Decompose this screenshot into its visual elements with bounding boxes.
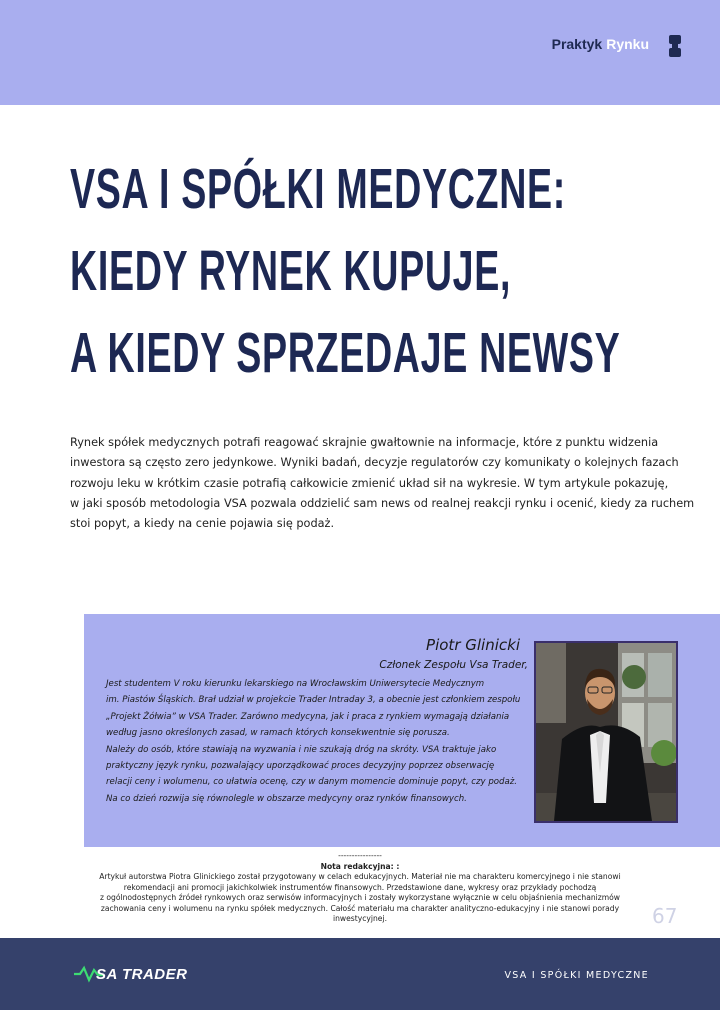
bio-line: „Projekt Żółwia” w VSA Trader. Zarówno medycyna, jak i praca z rynkiem wymagają działania [106, 711, 510, 722]
page-number: 67 [652, 904, 678, 928]
brand-part1: Praktyk [551, 36, 603, 52]
lead-line: w jaki sposób metodologia VSA pozwala oddzielić sam news od realnej reakcji rynku i ocenić, kiedy za ruchem [70, 496, 695, 510]
note-line: inwestycyjnej. [332, 914, 388, 923]
bio-line: według jasno określonych zasad, w ramach których konsekwentnie się porusza. [106, 728, 450, 739]
note-line: rekomendacji ani promocji jakichkolwiek instrumentów finansowych. Przedstawione dane, wykresy oraz przykłady pochodzą [123, 882, 597, 892]
editorial-note [40, 851, 680, 925]
bio-line: Należy do osób, które stawiają na wyzwania i nie szukają dróg na skróty. VSA traktuje jako [106, 744, 497, 755]
author-bio [106, 676, 531, 807]
title-line: VSA I SPÓŁKI MEDYCZNE: [70, 157, 566, 221]
lead-line: rozwoju leku w krótkim czasie potrafią całkowicie zmienić układ sił na wykresie. W tym artykule pokazuję, [70, 476, 669, 490]
author-name: Piotr Glinicki [426, 636, 520, 654]
note-divider: ---------------- [338, 851, 382, 860]
footer-band [0, 938, 720, 1010]
author-photo-illustration [536, 643, 676, 821]
bio-line: relacji ceny i wolumenu, co ułatwia ocenę, czy w danym momencie dominuje popyt, czy podaż. [106, 777, 518, 788]
note-title: Nota redakcyjna: : [320, 861, 400, 871]
article-lead [70, 433, 695, 534]
logo-text: SA TRADER [96, 966, 188, 983]
note-line: zachowania ceny i wolumenu na rynku spółek medycznych. Całość materiału ma charakter analityczno-edukacyjny i nie stanowi porady [100, 903, 620, 913]
lead-line: stoi popyt, a kiedy na cenie pojawia się podaż. [70, 517, 335, 531]
brand-praktyk-rynku [552, 36, 649, 52]
brand-part2: Rynku [606, 36, 649, 52]
title-line: A KIEDY SPRZEDAJE NEWSY [70, 321, 621, 385]
bio-line: im. Piastów Śląskich. Brał udział w projekcie Trader Intraday 3, a obecnie jest członkiem zespołu [106, 695, 521, 706]
bio-line: Na co dzień rozwija się równolegle w obszarze medycyny oraz rynków finansowych. [106, 793, 467, 804]
author-photo [534, 641, 678, 823]
vsa-trader-logo [74, 964, 194, 986]
article-title [70, 148, 620, 394]
bio-line: Jest studentem V roku kierunku lekarskiego na Wrocławskim Uniwersytecie Medycznym [106, 679, 485, 689]
author-box [84, 614, 720, 847]
footer-section-label: VSA I SPÓŁKI MEDYCZNE [504, 970, 649, 981]
header-band [0, 0, 720, 105]
note-line: Artykuł autorstwa Piotra Glinickiego został przygotowany w celach edukacyjnych. Materiał nie ma charakteru komercyjnego i nie stanowi [99, 872, 621, 881]
title-line: KIEDY RYNEK KUPUJE, [70, 239, 512, 303]
lead-line: inwestora są często zero jedynkowe. Wyniki badań, decyzje regulatorów czy komunikaty o kolejnych fazach [70, 456, 679, 470]
note-line: z ogólnodostępnych źródeł rynkowych oraz serwisów informacyjnych i zostały wykorzystane wyłącznie w celu objaśnienia mechanizmów [99, 893, 621, 902]
lead-line: Rynek spółek medycznych potrafi reagować skrajnie gwałtownie na informacje, które z punktu widzenia [70, 436, 659, 449]
author-role: Członek Zespołu Vsa Trader, [379, 659, 528, 671]
hourglass-icon [669, 35, 681, 57]
bio-line: praktyczny język rynku, pozwalający uporządkować proces decyzyjny poprzez obserwację [106, 761, 495, 772]
